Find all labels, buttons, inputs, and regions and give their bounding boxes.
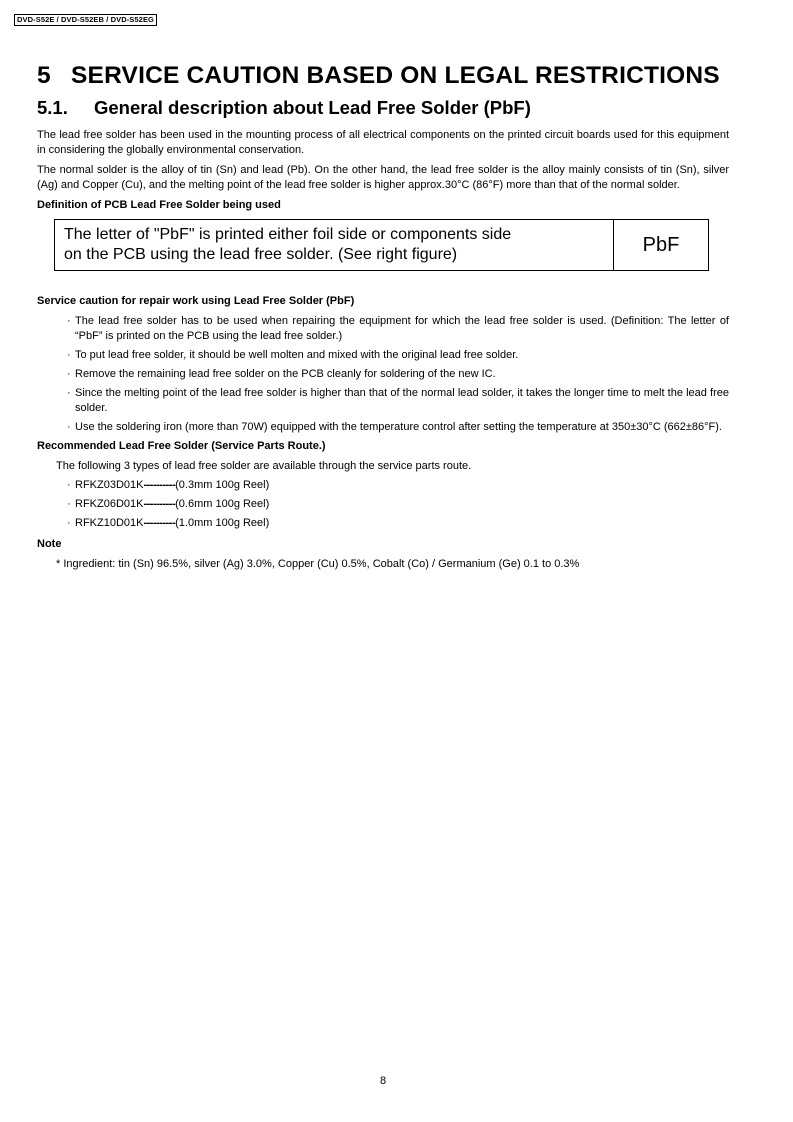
list-item-text: The lead free solder has to be used when repairing the equipment for which the lead free solder is used. (Definition: The letter of “PbF” is printed on the PCB using the lead free solder.)	[75, 315, 729, 342]
solder-part-item	[67, 516, 729, 531]
list-item-text: Since the melting point of the lead free solder is higher than that of the normal lead solder, it takes the longer time to melt the lead free solder.	[75, 387, 729, 414]
note-text: * Ingredient: tin (Sn) 96.5%, silver (Ag) 3.0%, Copper (Cu) 0.5%, Cobalt (Co) / Germanium (Ge) 0.1 to 0.3%	[56, 558, 580, 570]
model-tag: DVD-S52E / DVD-S52EB / DVD-S52EG	[14, 14, 157, 26]
chapter-number: 5	[37, 62, 51, 89]
part-code: RFKZ03D01K	[75, 479, 144, 491]
list-item	[67, 420, 729, 435]
list-item	[67, 314, 729, 344]
part-code: RFKZ06D01K	[75, 498, 144, 510]
bullet-dot: ·	[67, 349, 71, 361]
chapter-title	[37, 62, 720, 90]
pbf-definition-text	[55, 220, 614, 270]
list-item	[67, 386, 729, 416]
bullet-dot: ·	[67, 498, 71, 510]
note-heading: Note	[37, 538, 62, 550]
list-item	[67, 367, 729, 382]
part-leader: ----------	[143, 498, 176, 510]
part-leader: ----------	[143, 517, 176, 529]
part-spec: (1.0mm 100g Reel)	[175, 517, 270, 529]
service-caution-heading: Service caution for repair work using Lead Free Solder (PbF)	[37, 295, 355, 307]
bullet-dot: ·	[67, 479, 71, 491]
bullet-dot: ·	[67, 387, 71, 399]
list-item-text: To put lead free solder, it should be well molten and mixed with the original lead free solder.	[75, 349, 519, 361]
part-spec: (0.3mm 100g Reel)	[175, 479, 270, 491]
solder-parts-list	[37, 478, 729, 531]
pbf-definition-line-2: on the PCB using the lead free solder. (See right figure)	[64, 246, 458, 263]
bullet-dot: ·	[67, 315, 71, 327]
intro-paragraph-2: The normal solder is the alloy of tin (Sn) and lead (Pb). On the other hand, the lead free solder is the alloy mainly consists of tin (Sn), silver (Ag) and Copper (Cu), and the melting point of the lead free solder is higher approx.30°C (86°F) more than that of the normal solder.	[37, 164, 729, 191]
page-number: 8	[379, 1075, 387, 1087]
bullet-dot: ·	[67, 368, 71, 380]
pbf-definition-box	[54, 219, 709, 271]
bullet-dot: ·	[67, 421, 71, 433]
section-title-text: General description about Lead Free Solder (PbF)	[94, 97, 531, 118]
document-body	[37, 128, 729, 572]
list-item	[67, 348, 729, 363]
recommended-solder-intro: The following 3 types of lead free solder are available through the service parts route.	[56, 460, 472, 472]
intro-paragraph-1: The lead free solder has been used in the mounting process of all electrical components on the printed circuit boards used for this equipment in considering the globally environmental conservation.	[37, 129, 729, 156]
part-spec: (0.6mm 100g Reel)	[175, 498, 270, 510]
pbf-definition-line-1: The letter of "PbF" is printed either foil side or components side	[64, 226, 512, 243]
part-code: RFKZ10D01K	[75, 517, 144, 529]
recommended-solder-heading: Recommended Lead Free Solder (Service Parts Route.)	[37, 440, 326, 452]
part-leader: ----------	[143, 479, 176, 491]
definition-heading: Definition of PCB Lead Free Solder being used	[37, 199, 281, 211]
pbf-mark: PbF	[642, 233, 680, 256]
section-number: 5.1.	[37, 97, 68, 118]
solder-part-item	[67, 478, 729, 493]
chapter-title-text: SERVICE CAUTION BASED ON LEGAL RESTRICTIONS	[71, 62, 720, 89]
section-title	[37, 97, 531, 119]
solder-part-item	[67, 497, 729, 512]
service-caution-list	[37, 314, 729, 435]
list-item-text: Remove the remaining lead free solder on the PCB cleanly for soldering of the new IC.	[75, 368, 496, 380]
list-item-text: Use the soldering iron (more than 70W) equipped with the temperature control after setting the temperature at 350±30°C (662±86°F).	[75, 421, 722, 433]
bullet-dot: ·	[67, 517, 71, 529]
